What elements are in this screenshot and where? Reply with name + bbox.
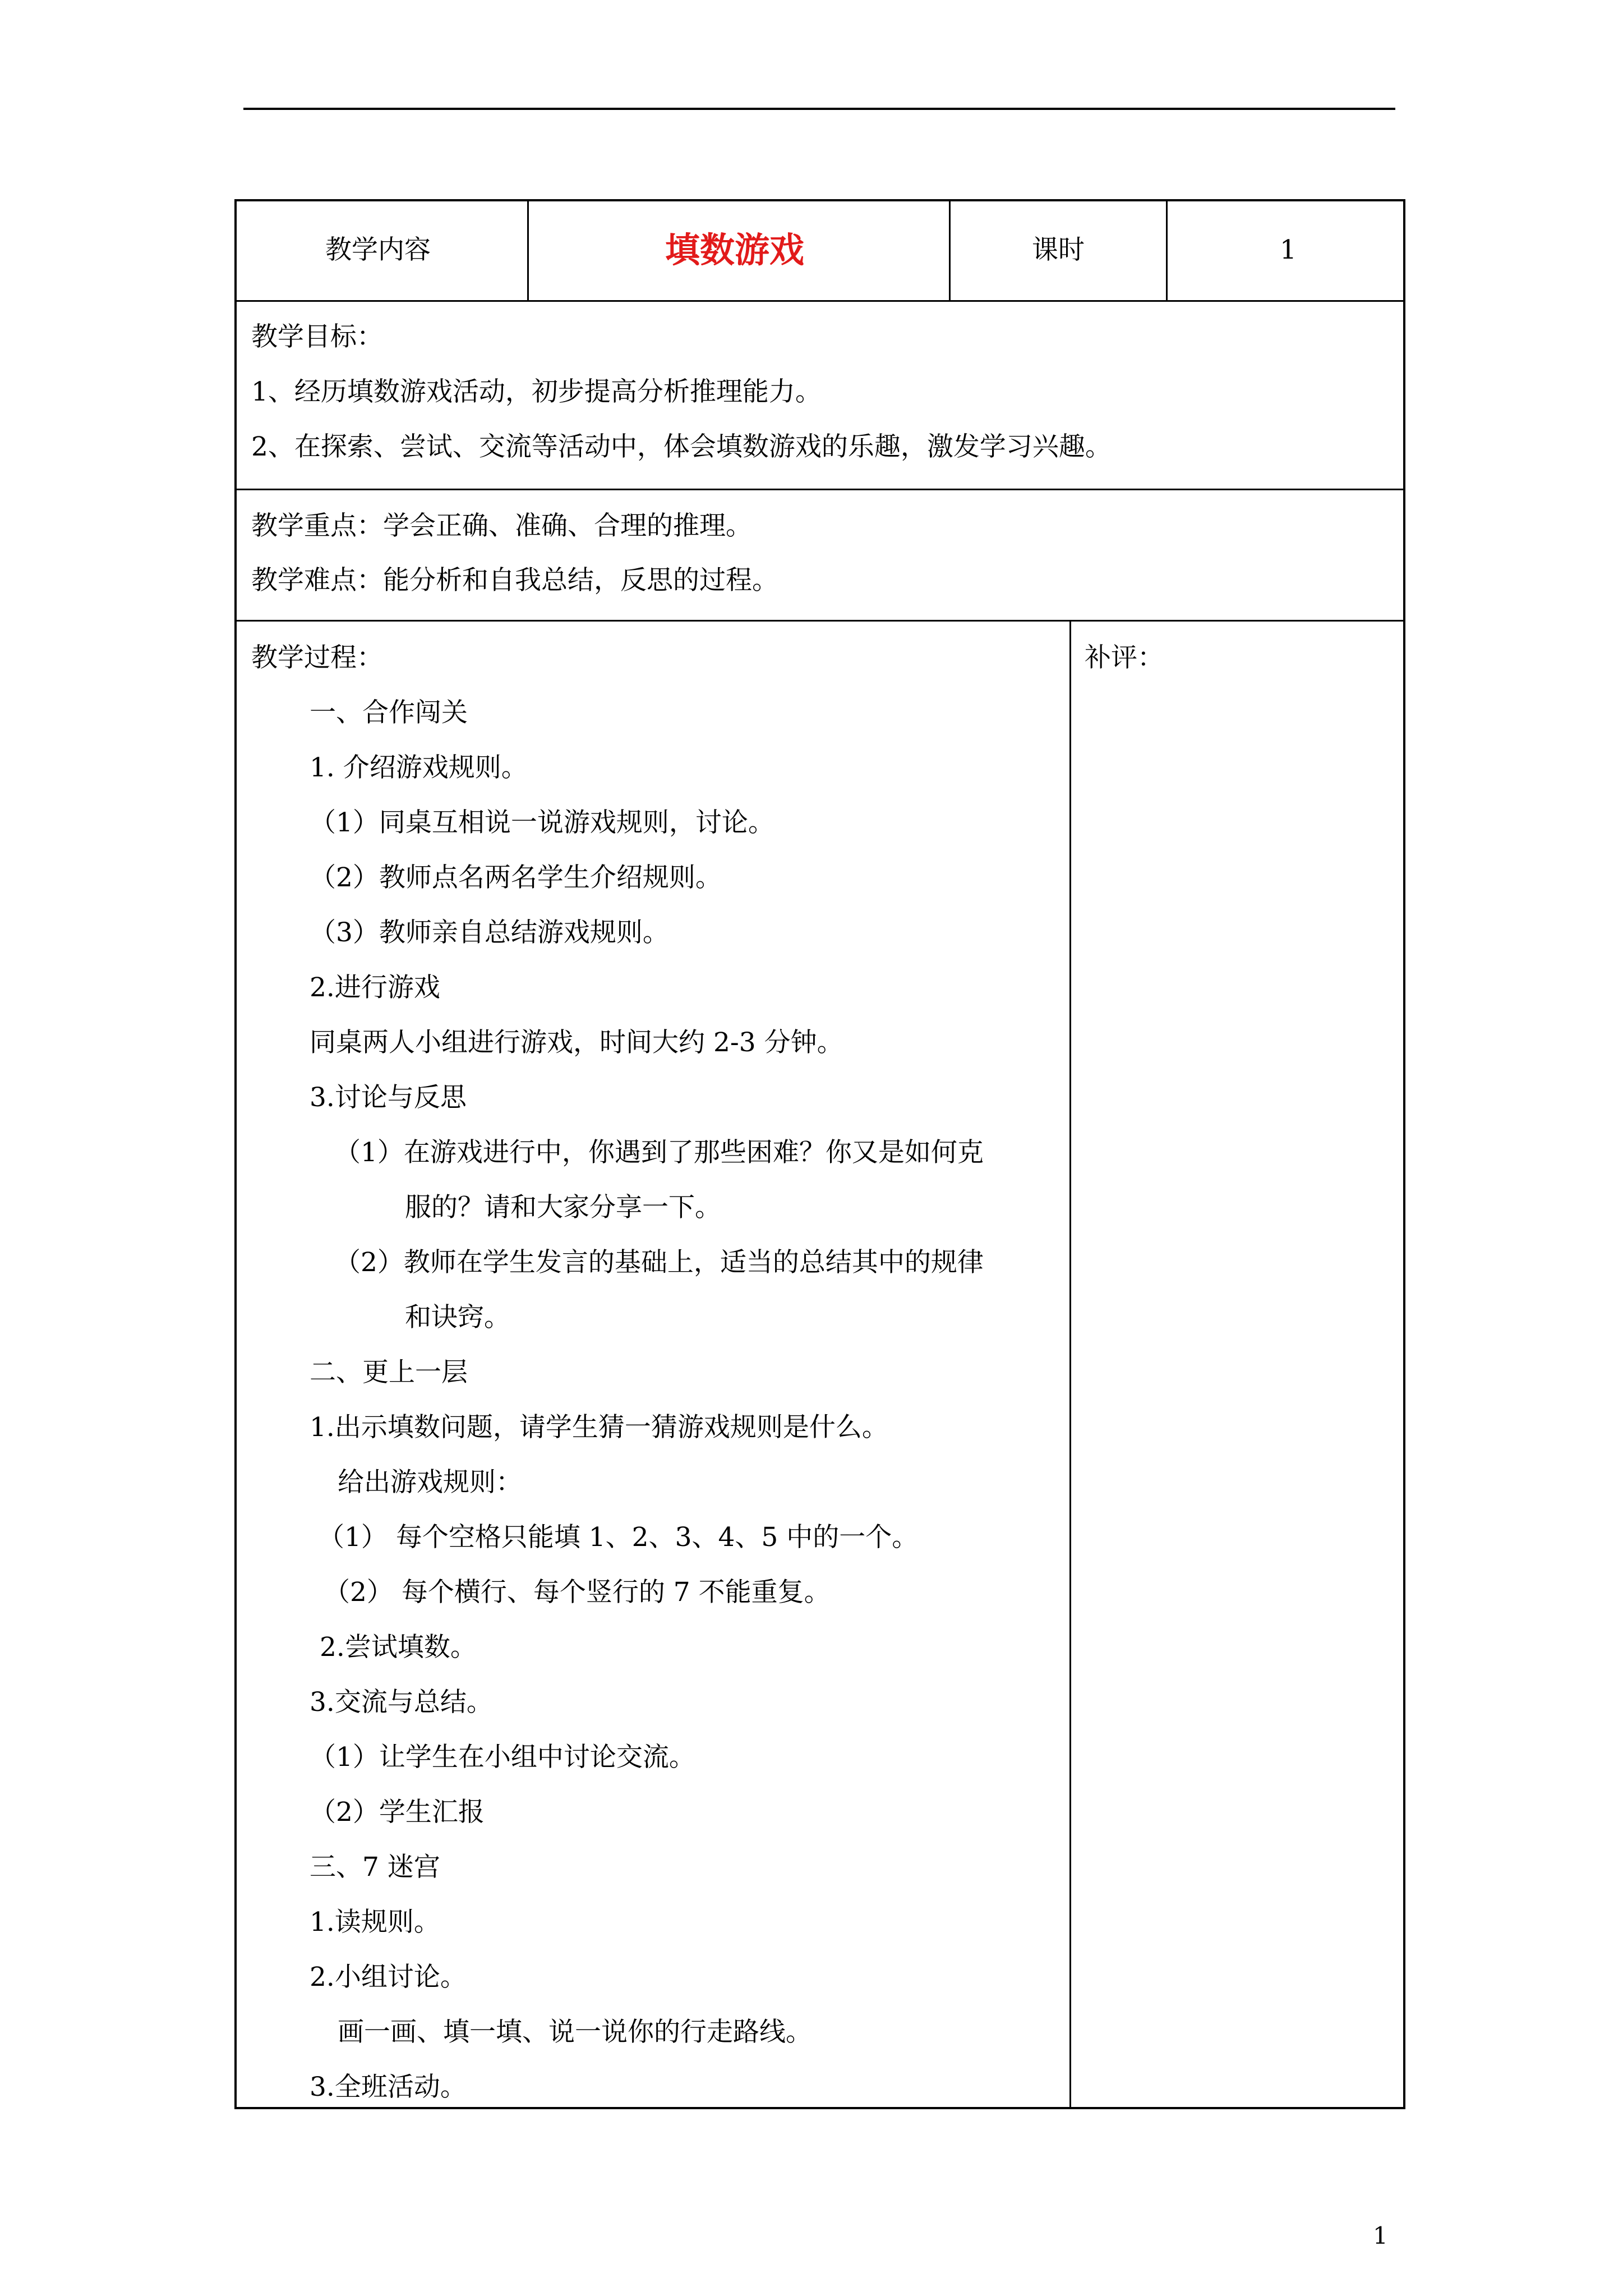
process-line: （1）在游戏进行中，你遇到了那些困难？你又是如何克: [334, 1137, 984, 1168]
process-line: 三、7 迷宫: [310, 1852, 440, 1883]
process-line: （1）同桌互相说一说游戏规则，讨论。: [310, 807, 774, 838]
col-divider-3: [1166, 201, 1168, 300]
process-line: （2）教师点名两名学生介绍规则。: [310, 862, 722, 893]
process-line: 一、合作闯关: [310, 697, 468, 728]
process-heading: 教学过程：: [251, 642, 383, 673]
process-line: 2.进行游戏: [310, 972, 440, 1003]
process-line: 1.出示填数问题，请学生猜一猜游戏规则是什么。: [310, 1412, 888, 1443]
period-value: 1: [1280, 234, 1297, 265]
process-line: 2.小组讨论。: [310, 1962, 467, 1993]
objective-item: 2、在探索、尝试、交流等活动中，体会填数游戏的乐趣，激发学习兴趣。: [251, 431, 1112, 462]
process-line: （1）让学生在小组中讨论交流。: [310, 1742, 695, 1773]
process-line: 3.讨论与反思: [310, 1082, 467, 1113]
process-line: 给出游戏规则：: [338, 1467, 522, 1498]
teaching-difficulty: 教学难点：能分析和自我总结，反思的过程。: [251, 565, 778, 596]
lesson-plan-table: [234, 199, 1405, 2109]
col-divider-1: [527, 201, 529, 300]
process-line: （2）教师在学生发言的基础上，适当的总结其中的规律: [334, 1247, 984, 1278]
process-line: 画一画、填一填、说一说你的行走路线。: [338, 2017, 812, 2047]
process-line: 同桌两人小组进行游戏，时间大约 2-3 分钟。: [310, 1027, 843, 1058]
page-number: 1: [1373, 2222, 1388, 2249]
row-divider-keypoints: [237, 620, 1403, 622]
process-line: 和诀窍。: [405, 1302, 510, 1333]
objective-item: 1、经历填数游戏活动，初步提高分析推理能力。: [251, 376, 822, 407]
process-line: （1） 每个空格只能填 1、2、3、4、5 中的一个。: [318, 1522, 919, 1553]
process-line: 2.尝试填数。: [320, 1632, 477, 1663]
col-divider-comment: [1069, 620, 1071, 2109]
process-line: 3.交流与总结。: [310, 1687, 493, 1718]
label-period: 课时: [1032, 234, 1085, 265]
process-line: 服的？请和大家分享一下。: [405, 1192, 721, 1223]
process-line: 3.全班活动。: [310, 2072, 467, 2102]
comment-heading: 补评：: [1085, 642, 1164, 673]
process-line: （2） 每个横行、每个竖行的 7 不能重复。: [324, 1577, 831, 1608]
process-line: 二、更上一层: [310, 1357, 468, 1388]
process-line: 1. 介绍游戏规则。: [310, 752, 528, 783]
teaching-focus: 教学重点：学会正确、准确、合理的推理。: [251, 510, 752, 541]
lesson-title: 填数游戏: [665, 229, 805, 270]
process-line: （3）教师亲自总结游戏规则。: [310, 917, 669, 948]
label-teaching-content: 教学内容: [325, 234, 431, 265]
col-divider-2: [949, 201, 951, 300]
process-line: 1.读规则。: [310, 1907, 440, 1938]
objectives-heading: 教学目标：: [251, 321, 383, 352]
row-divider-objectives: [237, 489, 1403, 490]
header-rule: [243, 108, 1395, 110]
process-line: （2）学生汇报: [310, 1797, 485, 1828]
row-divider-header: [237, 300, 1403, 302]
